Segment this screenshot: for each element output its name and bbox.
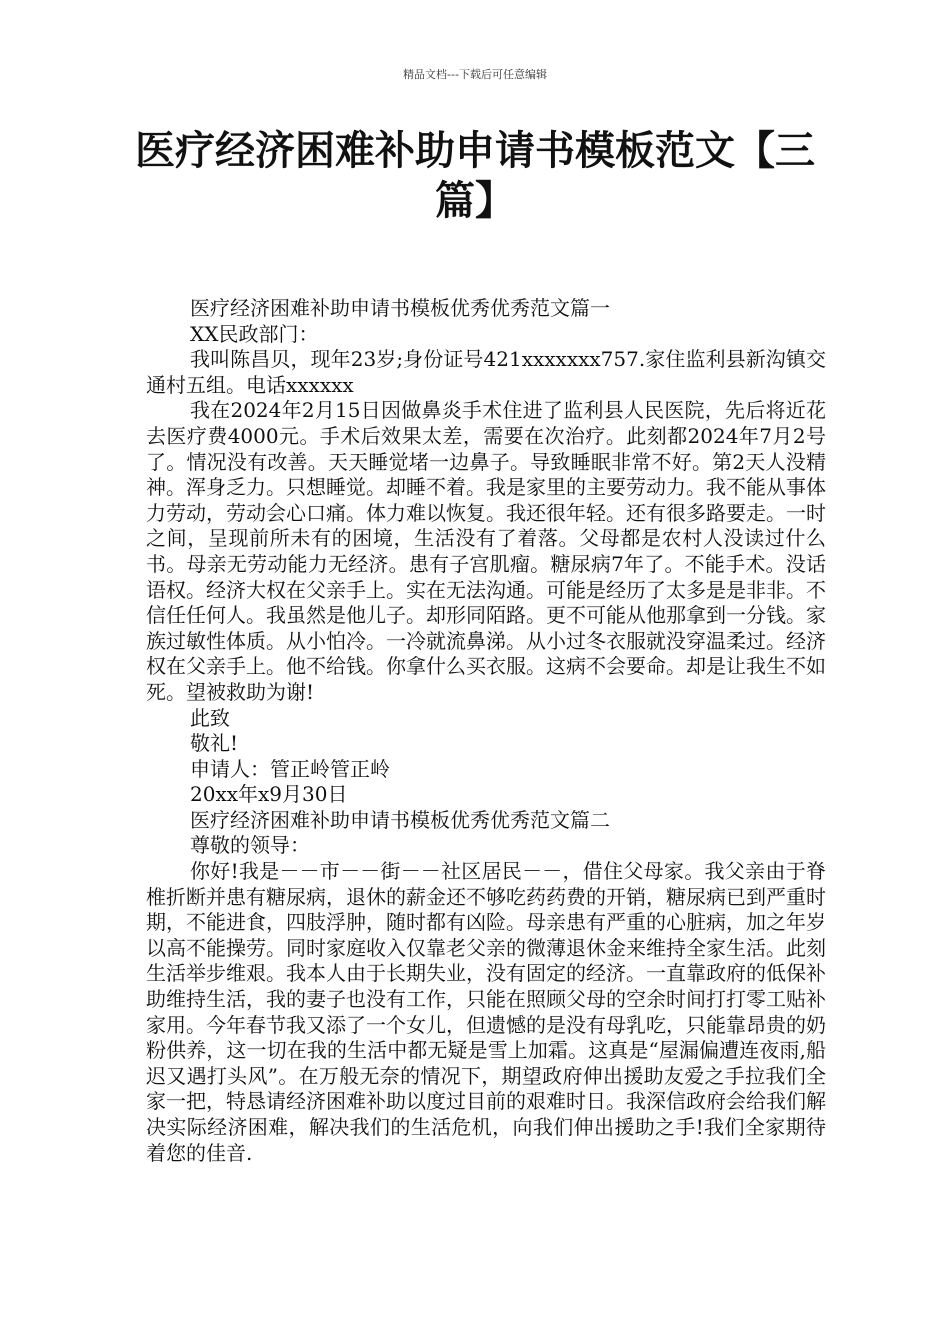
header-note: 精品文档---下载后可任意编辑 xyxy=(403,68,547,81)
body-paragraph: 我叫陈昌贝，现年23岁;身份证号421xxxxxxx757.家住监利县新沟镇交通村五组。电话xxxxxx xyxy=(146,347,826,397)
closing-line: 此致 xyxy=(190,705,230,730)
section-heading-2: 医疗经济困难补助申请书模板优秀优秀范文篇二 xyxy=(190,807,610,832)
salutation-1: XX民政部门： xyxy=(190,321,319,346)
document-title: 医疗经济困难补助申请书模板范文【三篇】 xyxy=(135,128,815,224)
document-body xyxy=(146,296,826,1166)
section-heading-1: 医疗经济困难补助申请书模板优秀优秀范文篇一 xyxy=(190,296,610,320)
body-paragraph: 你好!我是－－市－－街－－社区居民－－，借住父母家。我父亲由于脊椎折断并患有糖尿病，退休的薪金还不够吃药药费的开销，糖尿病已到严重时期，不能进食，四肢浮肿，随时都有凶险。母亲患有严重的心脏病，加之年岁以高不能操劳。同时家庭收入仅靠老父亲的微薄退休金来维持全家生活。此刻生活举步维艰。我本人由于长期失业，没有固定的经济。一直靠政府的低保补助维持生活，我的妻子也没有工作，只能在照顾父母的空余时间打打零工贴补家用。今年春节我又添了一个女儿，但遗憾的是没有母乳吃，只能靠昂贵的奶粉供养，这一切在我的生活中都无疑是雪上加霜。这真是“屋漏偏遭连夜雨,船迟又遇打头风”。在万般无奈的情况下，期望政府伸出援助友爱之手拉我们全家一把，特恳请经济困难补助以度过目前的艰难时日。我深信政府会给我们解决实际经济困难，解决我们的生活危机，向我们伸出援助之手!我们全家期待着您的佳音. xyxy=(146,859,826,1165)
body-paragraph: 我在2024年2月15日因做鼻炎手术住进了监利县人民医院，先后将近花去医疗费4000元。手术后效果太差，需要在次治疗。此刻都2024年7月2号了。情况没有改善。天天睡觉堵一边鼻子。导致睡眠非常不好。第2天人没精神。浑身乏力。只想睡觉。却睡不着。我是家里的主要劳动力。我不能从事体力劳动，劳动会心口痛。体力难以恢复。我还很年轻。还有很多路要走。一时之间，呈现前所未有的困境，生活没有了着落。父母都是农村人没读过什么书。母亲无劳动能力无经济。患有子宫肌瘤。糖尿病7年了。不能手术。没话语权。经济大权在父亲手上。实在无法沟通。可能是经历了太多是是非非。不信任任何人。我虽然是他儿子。却形同陌路。更不可能从他那拿到一分钱。家族过敏性体质。从小怕冷。一冷就流鼻涕。从小过冬衣服就没穿温柔过。经济权在父亲手上。他不给钱。你拿什么买衣服。这病不会要命。却是让我生不如死。望被救助为谢! xyxy=(146,398,826,704)
salutation-2: 尊敬的领导： xyxy=(190,833,310,858)
closing-line: 敬礼! xyxy=(190,731,239,756)
date-line: 20xx年x9月30日 xyxy=(190,782,348,807)
applicant-line: 申请人：管正岭管正岭 xyxy=(190,756,390,781)
